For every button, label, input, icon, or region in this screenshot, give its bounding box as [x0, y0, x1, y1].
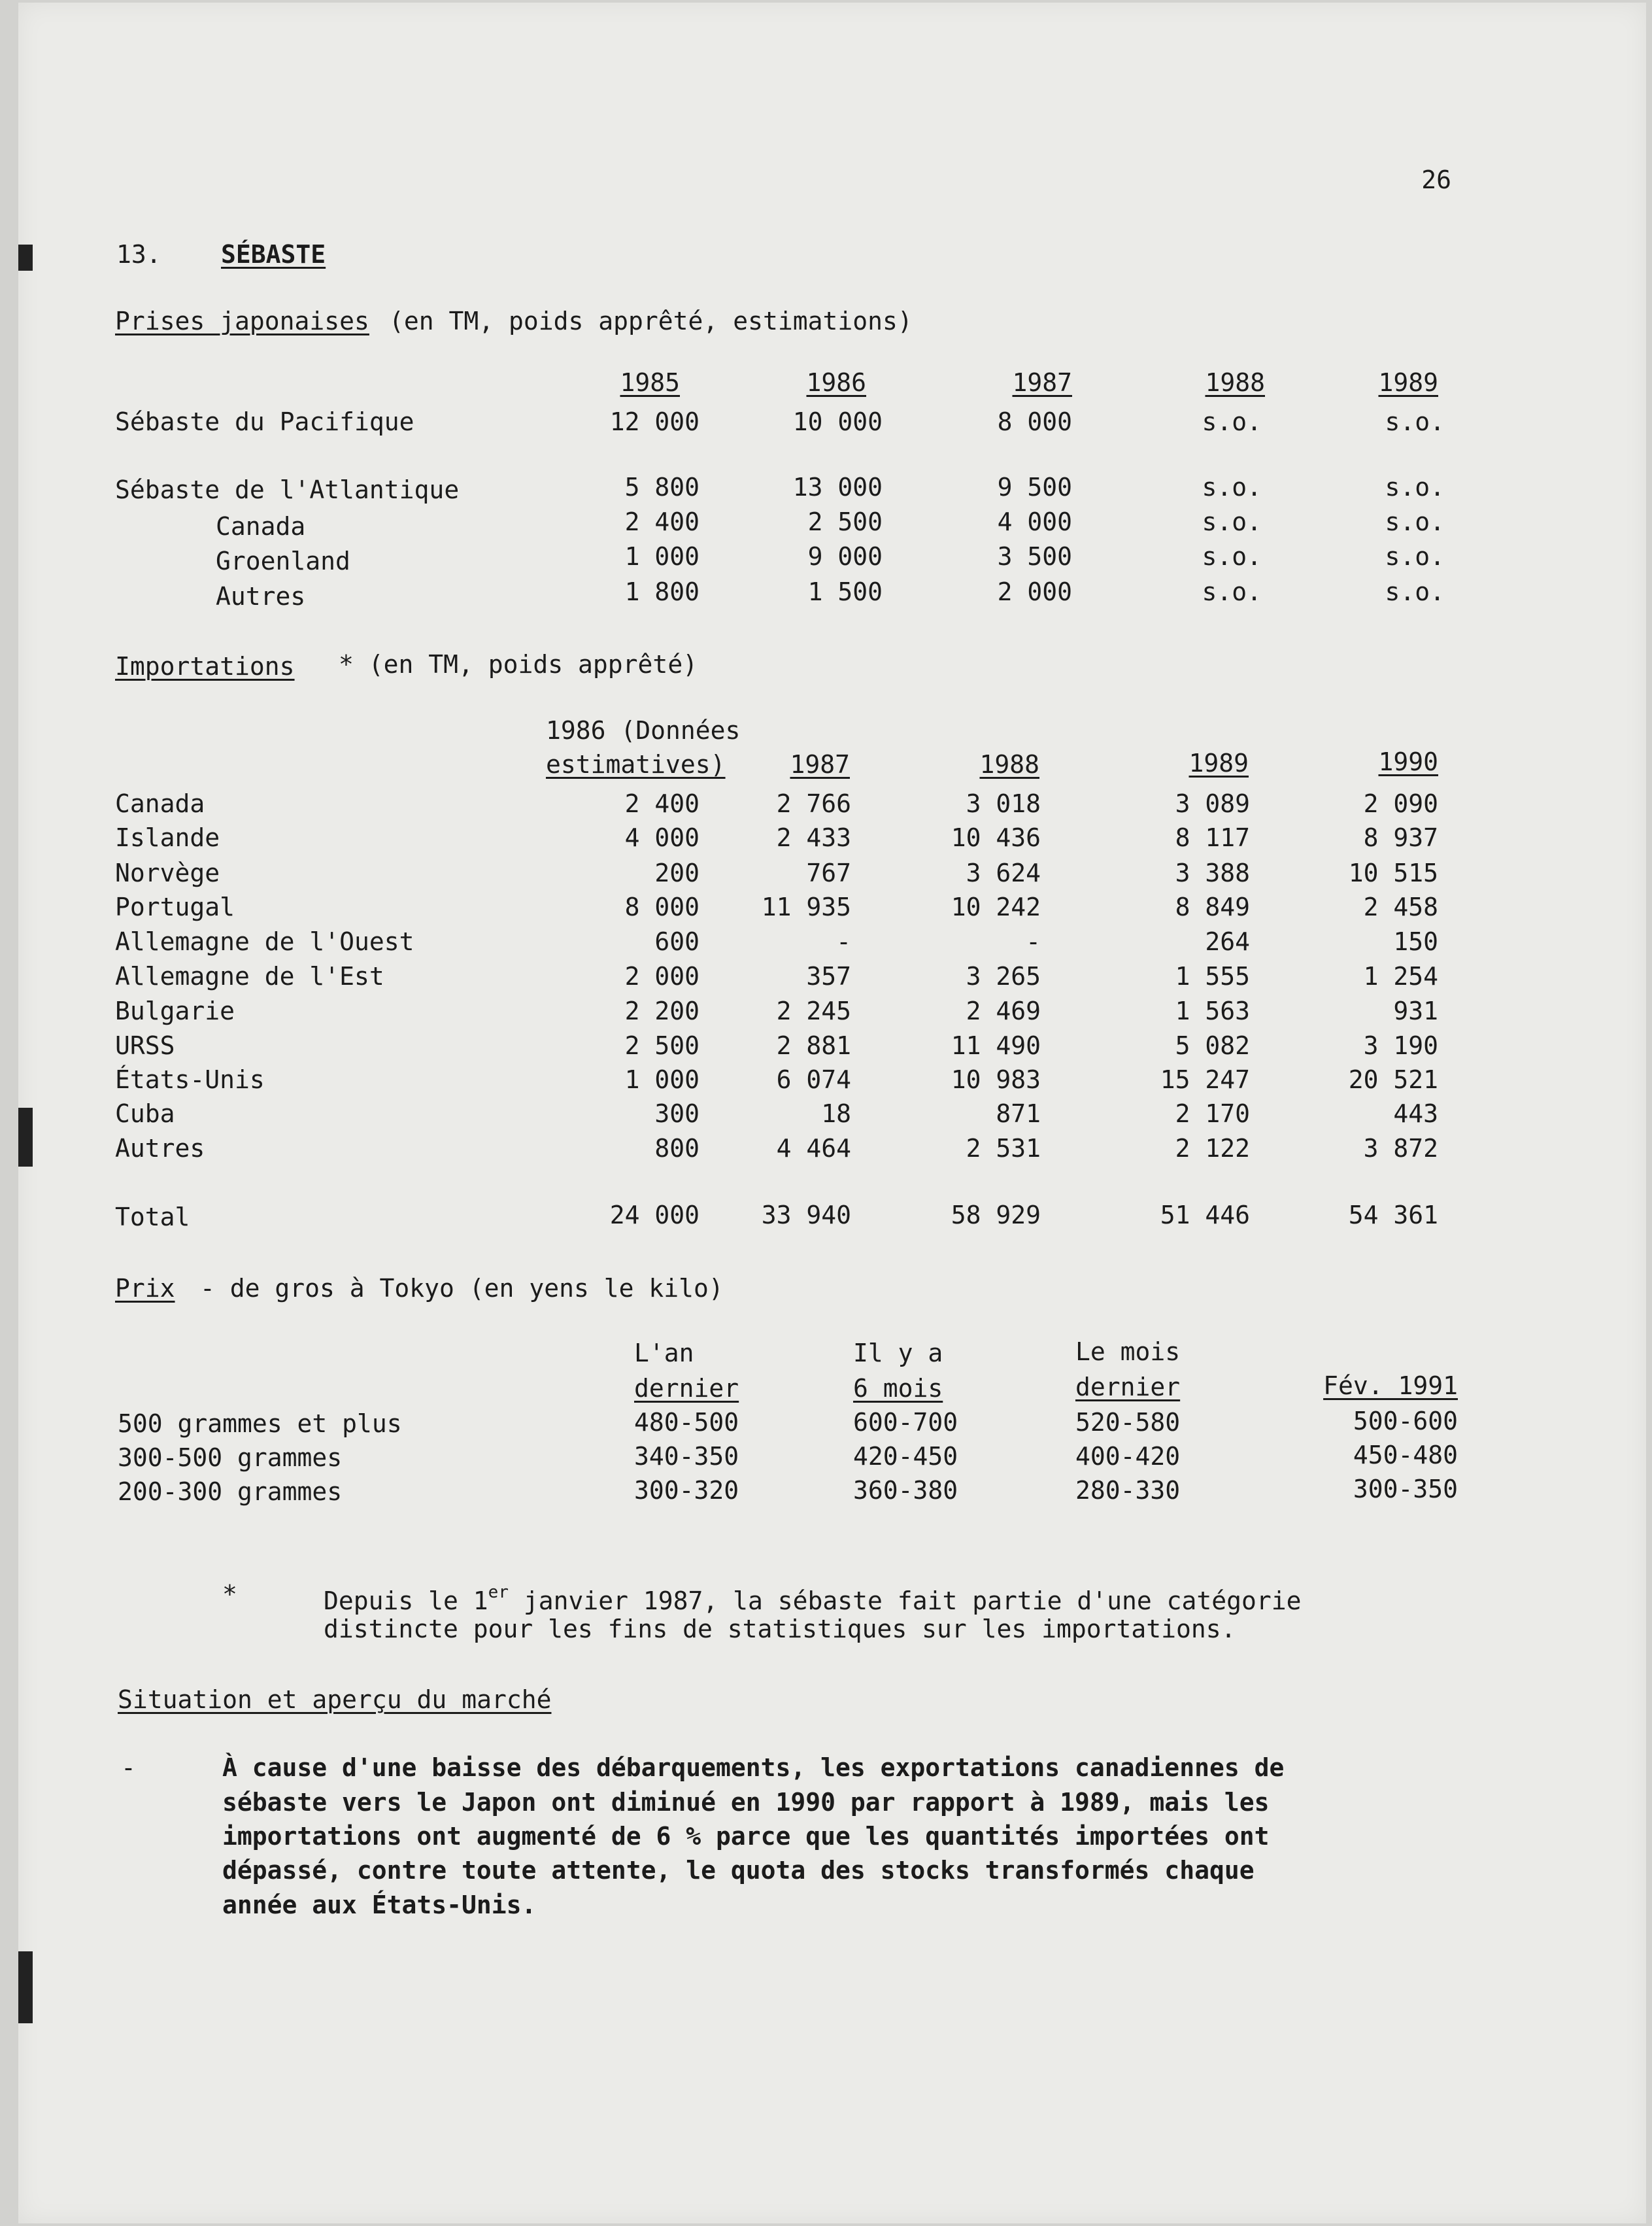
- prices-row-label: 300-500 grammes: [118, 1443, 343, 1472]
- imports-cell: 2 766: [776, 789, 851, 818]
- catches-cell: s.o.: [1385, 577, 1445, 606]
- imports-cell: 2 400: [624, 789, 700, 818]
- imports-col-1986-line1: 1986 (Données: [546, 716, 741, 745]
- catches-cell: 1 800: [624, 577, 700, 606]
- imports-cell: 1 563: [1175, 997, 1250, 1025]
- page-number: 26: [1421, 165, 1451, 194]
- prices-cell: 600-700: [853, 1408, 958, 1437]
- market-line: dépassé, contre toute attente, le quota des stocks transformés chaque: [222, 1856, 1255, 1885]
- market-line: sébaste vers le Japon ont diminué en 1990 par rapport à 1989, mais les: [222, 1788, 1270, 1817]
- market-line: À cause d'une baisse des débarquements, les exportations canadiennes de: [222, 1753, 1285, 1782]
- imports-total-cell: 54 361: [1348, 1201, 1438, 1229]
- catches-year-header: 1988: [1205, 368, 1265, 397]
- catches-cell: s.o.: [1202, 473, 1262, 502]
- imports-cell: 200: [654, 859, 700, 887]
- catches-cell: 10 000: [792, 407, 883, 436]
- market-bullet: -: [121, 1753, 136, 1782]
- imports-cell: 10 983: [951, 1065, 1041, 1094]
- imports-total-cell: 24 000: [609, 1201, 700, 1229]
- catches-heading: Prises japonaises: [115, 307, 369, 335]
- catches-cell: 5 800: [624, 473, 700, 502]
- imports-cell: 2 170: [1175, 1099, 1250, 1128]
- imports-row-label: Autres: [115, 1134, 205, 1163]
- imports-cell: 3 018: [966, 789, 1041, 818]
- catches-cell: s.o.: [1385, 507, 1445, 536]
- section-number: 13.: [116, 240, 161, 269]
- catches-cell: 9 500: [997, 473, 1072, 502]
- catches-row-label: Groenland: [216, 547, 350, 575]
- catches-heading-note: (en TM, poids apprêté, estimations): [389, 307, 913, 335]
- catches-cell: 2 000: [997, 577, 1072, 606]
- imports-row-label: Allemagne de l'Est: [115, 962, 384, 991]
- imports-cell: 5 082: [1175, 1031, 1250, 1060]
- imports-total-cell: 51 446: [1160, 1201, 1250, 1229]
- imports-row-label: Portugal: [115, 893, 235, 921]
- prices-cell: 420-450: [853, 1442, 958, 1471]
- prices-heading-note: - de gros à Tokyo (en yens le kilo): [200, 1274, 724, 1303]
- catches-cell: 1 000: [624, 542, 700, 571]
- catches-year-header: 1985: [620, 368, 680, 397]
- imports-col-1986-line2: estimatives): [546, 750, 726, 779]
- imports-row-label: Allemagne de l'Ouest: [115, 927, 414, 956]
- imports-year-header: 1987: [790, 750, 850, 779]
- imports-cell: 2 000: [624, 962, 700, 991]
- imports-total-cell: 58 929: [951, 1201, 1041, 1229]
- catches-cell: s.o.: [1385, 473, 1445, 502]
- prices-col-header-line2: 6 mois: [853, 1374, 943, 1403]
- imports-cell: 931: [1393, 997, 1438, 1025]
- catches-cell: 13 000: [792, 473, 883, 502]
- catches-cell: 1 500: [807, 577, 883, 606]
- catches-row-label: Sébaste du Pacifique: [115, 407, 414, 436]
- prices-cell: 500-600: [1353, 1407, 1458, 1435]
- imports-row-label: États-Unis: [115, 1065, 265, 1094]
- imports-cell: 767: [806, 859, 851, 887]
- imports-cell: 11 490: [951, 1031, 1041, 1060]
- scan-edge-mark: [18, 1951, 33, 2023]
- prices-row-label: 500 grammes et plus: [118, 1409, 402, 1438]
- catches-row-label: Autres: [216, 582, 306, 611]
- prices-heading: Prix: [115, 1274, 175, 1303]
- prices-cell: 280-330: [1075, 1476, 1181, 1505]
- catches-cell: s.o.: [1385, 407, 1445, 436]
- catches-cell: s.o.: [1202, 577, 1262, 606]
- imports-cell: 800: [654, 1134, 700, 1163]
- catches-cell: 2 500: [807, 507, 883, 536]
- prices-col-header-line1: Le mois: [1075, 1337, 1181, 1366]
- imports-cell: 2 469: [966, 997, 1041, 1025]
- imports-cell: 2 433: [776, 823, 851, 852]
- prices-col-header-line1: Il y a: [853, 1339, 943, 1367]
- imports-cell: 8 849: [1175, 893, 1250, 921]
- imports-cell: 3 089: [1175, 789, 1250, 818]
- imports-cell: 871: [996, 1099, 1041, 1128]
- imports-cell: 300: [654, 1099, 700, 1128]
- imports-total-cell: 33 940: [761, 1201, 851, 1229]
- catches-cell: 12 000: [609, 407, 700, 436]
- imports-cell: 4 464: [776, 1134, 851, 1163]
- footnote-marker: *: [222, 1580, 237, 1609]
- catches-cell: s.o.: [1202, 407, 1262, 436]
- imports-cell: 8 000: [624, 893, 700, 921]
- imports-cell: 1 254: [1363, 962, 1438, 991]
- prices-col-header-line1: L'an: [634, 1339, 694, 1367]
- imports-cell: 2 881: [776, 1031, 851, 1060]
- imports-cell: 8 117: [1175, 823, 1250, 852]
- prices-col-header-line2: Fév. 1991: [1323, 1371, 1458, 1400]
- imports-year-header: 1988: [979, 750, 1039, 779]
- catches-year-header: 1987: [1012, 368, 1072, 397]
- imports-cell: 6 074: [776, 1065, 851, 1094]
- imports-cell: 8 937: [1363, 823, 1438, 852]
- imports-cell: 10 515: [1348, 859, 1438, 887]
- imports-cell: 4 000: [624, 823, 700, 852]
- imports-cell: 2 531: [966, 1134, 1041, 1163]
- prices-cell: 480-500: [634, 1408, 739, 1437]
- imports-cell: 3 624: [966, 859, 1041, 887]
- catches-cell: s.o.: [1202, 542, 1262, 571]
- imports-cell: 1 555: [1175, 962, 1250, 991]
- imports-total-label: Total: [115, 1203, 190, 1231]
- scan-edge-mark: [18, 1108, 33, 1167]
- catches-cell: 4 000: [997, 507, 1072, 536]
- prices-cell: 400-420: [1075, 1442, 1181, 1471]
- imports-row-label: Bulgarie: [115, 997, 235, 1025]
- prices-cell: 450-480: [1353, 1441, 1458, 1469]
- imports-cell: 600: [654, 927, 700, 956]
- imports-cell: 357: [806, 962, 851, 991]
- imports-row-label: URSS: [115, 1031, 175, 1060]
- imports-cell: -: [1026, 927, 1041, 956]
- imports-row-label: Norvège: [115, 859, 220, 887]
- footnote-line1: Depuis le 1er janvier 1987, la sébaste fait partie d'une catégorie: [324, 1583, 1302, 1615]
- section-title: SÉBASTE: [221, 240, 326, 269]
- imports-heading-note: * (en TM, poids apprêté): [339, 650, 698, 679]
- imports-cell: 2 090: [1363, 789, 1438, 818]
- imports-year-header: 1989: [1188, 749, 1249, 778]
- prices-col-header-line2: dernier: [634, 1374, 739, 1403]
- imports-cell: 3 872: [1363, 1134, 1438, 1163]
- catches-cell: s.o.: [1202, 507, 1262, 536]
- prices-cell: 520-580: [1075, 1408, 1181, 1437]
- catches-cell: 8 000: [997, 407, 1072, 436]
- imports-row-label: Cuba: [115, 1099, 175, 1128]
- catches-year-header: 1989: [1378, 368, 1438, 397]
- imports-row-label: Canada: [115, 789, 205, 818]
- prices-cell: 360-380: [853, 1476, 958, 1505]
- imports-cell: 2 245: [776, 997, 851, 1025]
- market-heading: Situation et aperçu du marché: [118, 1685, 552, 1714]
- imports-cell: 2 458: [1363, 893, 1438, 921]
- imports-cell: 2 122: [1175, 1134, 1250, 1163]
- catches-cell: 2 400: [624, 507, 700, 536]
- market-line: année aux États-Unis.: [222, 1891, 537, 1919]
- footnote-line2: distincte pour les fins de statistiques sur les importations.: [324, 1615, 1236, 1643]
- catches-year-header: 1986: [806, 368, 866, 397]
- imports-cell: 18: [821, 1099, 851, 1128]
- catches-cell: 3 500: [997, 542, 1072, 571]
- imports-heading: Importations: [115, 652, 295, 681]
- imports-cell: 264: [1205, 927, 1250, 956]
- imports-cell: 15 247: [1160, 1065, 1250, 1094]
- imports-cell: 3 190: [1363, 1031, 1438, 1060]
- imports-cell: 443: [1393, 1099, 1438, 1128]
- imports-cell: 10 436: [951, 823, 1041, 852]
- imports-row-label: Islande: [115, 823, 220, 852]
- prices-row-label: 200-300 grammes: [118, 1477, 343, 1506]
- catches-row-label: Sébaste de l'Atlantique: [115, 475, 460, 504]
- imports-cell: 3 388: [1175, 859, 1250, 887]
- imports-cell: 1 000: [624, 1065, 700, 1094]
- imports-cell: -: [836, 927, 851, 956]
- catches-cell: s.o.: [1385, 542, 1445, 571]
- prices-cell: 300-320: [634, 1476, 739, 1505]
- prices-col-header-line2: dernier: [1075, 1373, 1181, 1401]
- imports-cell: 10 242: [951, 893, 1041, 921]
- imports-cell: 150: [1393, 927, 1438, 956]
- imports-cell: 11 935: [761, 893, 851, 921]
- scan-edge-mark: [18, 245, 33, 271]
- imports-year-header: 1990: [1378, 747, 1438, 776]
- imports-cell: 20 521: [1348, 1065, 1438, 1094]
- catches-row-label: Canada: [216, 512, 306, 541]
- imports-cell: 2 500: [624, 1031, 700, 1060]
- catches-cell: 9 000: [807, 542, 883, 571]
- prices-cell: 300-350: [1353, 1475, 1458, 1503]
- prices-cell: 340-350: [634, 1442, 739, 1471]
- imports-cell: 3 265: [966, 962, 1041, 991]
- market-line: importations ont augmenté de 6 % parce que les quantités importées ont: [222, 1822, 1270, 1851]
- imports-cell: 2 200: [624, 997, 700, 1025]
